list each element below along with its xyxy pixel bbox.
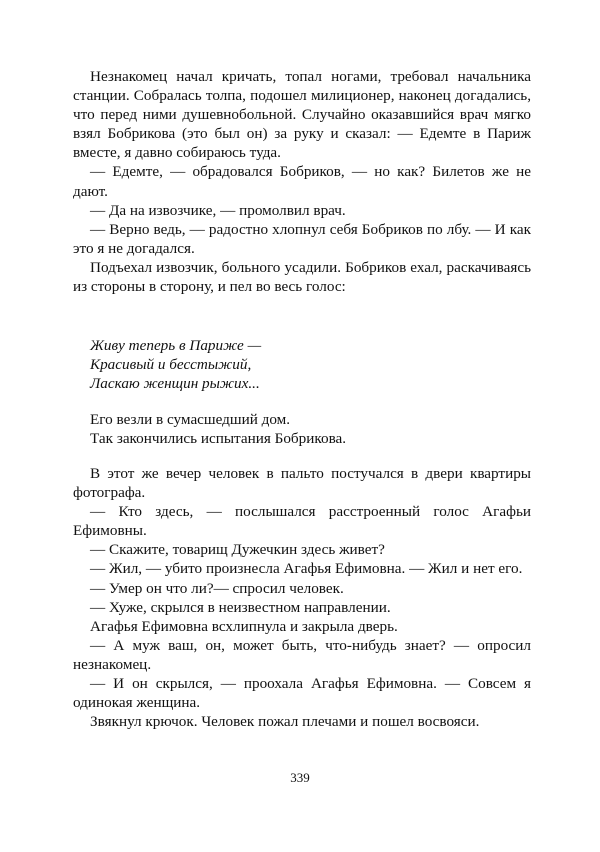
dialogue-dujechkin-lives: — Скажите, товарищ Дужечкин здесь живет? — [90, 541, 385, 559]
paragraph-closed-door: Агафья Ефимовна всхлипнула и закрыла дверь. — [90, 617, 398, 635]
paragraph-doctor-reply: — Да на извозчике, — промолвил врач. — [90, 201, 346, 219]
poem-line-3: Ласкаю женщин рыжих... — [90, 375, 260, 393]
paragraph-bobrikov-glad: — Едемте, — обрадовался Бобриков, — но как? Билетов же не дают. — [73, 163, 531, 200]
dialogue-husband: — А муж ваш, он, может быть, что-нибудь знает? — опросил незнакомец. — [73, 636, 531, 673]
section-2 — [73, 464, 531, 731]
dialogue-lived: — Жил, — убито произнесла Агафья Ефимовна. — Жил и нет его. — [90, 560, 523, 578]
section-1 — [73, 67, 531, 296]
section-after-poem — [73, 410, 531, 448]
paragraph-trials-ended: Так закончились испытания Бобрикова. — [90, 430, 347, 448]
poem-verse — [73, 336, 531, 393]
dialogue-lonely: — И он скрылся, — проохала Агафья Ефимовна. — Совсем я одинокая женщина. — [73, 675, 531, 712]
paragraph-stranger-shouting: Незнакомец начал кричать, топал ногами, требовал начальника станции. Собралась толпа, подошел милиционер, наконец догадались, что перед ними душевнобольной. Случайно оказавшийся врач мягко взял Бобрикова (это был он) за руку и сказал: — Едемте в Париж вместе, я давно собираюсь туда. — [73, 68, 531, 162]
dialogue-who-is-there: — Кто здесь, — послышался расстроенный голос Агафьи Ефимовны. — [73, 503, 531, 540]
paragraph-cab-arrived: Подъехал извозчик, больного усадили. Бобриков ехал, раскачиваясь из стороны в сторону, и пел во весь голос: — [73, 258, 531, 296]
paragraph-went-away: Звякнул крючок. Человек пожал плечами и пошел восвояси. — [90, 713, 480, 731]
paragraph-madhouse: Его везли в сумасшедший дом. — [90, 411, 291, 428]
dialogue-died: — Умер он что ли?— спросил человек. — [90, 579, 344, 597]
paragraph-bobrikov-forehead: — Верно ведь, — радостно хлопнул себя Бобриков по лбу. — И как это я не догадался. — [73, 220, 531, 257]
page-number: 339 — [290, 770, 310, 785]
poem-line-2: Красивый и бесстыжий, — [90, 356, 252, 374]
paragraph-knock: В этот же вечер человек в пальто постучался в двери квартиры фотографа. — [73, 465, 531, 502]
poem-line-1: Живу теперь в Париже — — [90, 337, 262, 354]
dialogue-vanished: — Хуже, скрылся в неизвестном направлении. — [90, 598, 391, 616]
